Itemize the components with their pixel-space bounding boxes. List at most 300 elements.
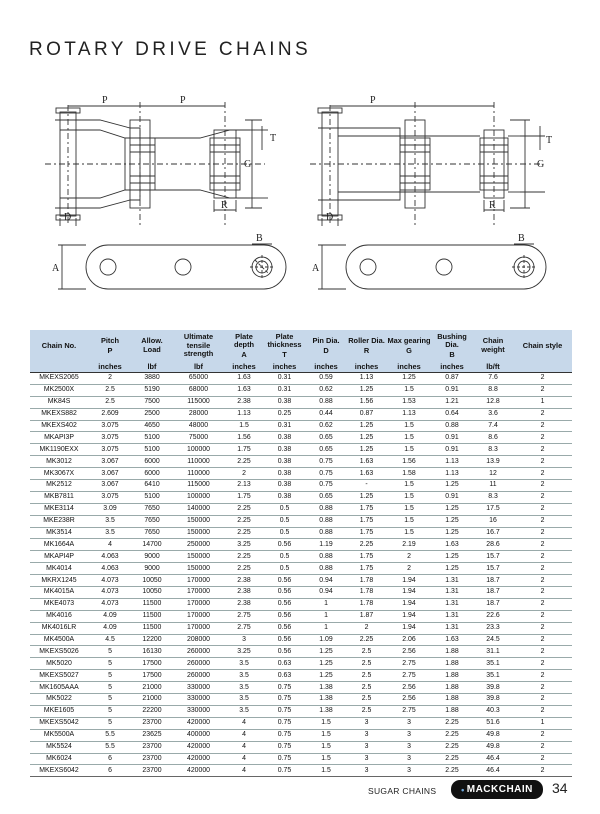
table-cell: 1.56 — [225, 432, 263, 444]
table-cell: 1.63 — [225, 373, 263, 385]
column-header-ultimate-tensile-strength — [172, 330, 225, 362]
table-cell: 3 — [346, 717, 387, 729]
column-header-label: Chain style — [522, 340, 563, 350]
table-cell: 3.067 — [88, 468, 132, 480]
table-cell: 1.5 — [387, 384, 431, 396]
table-cell: 2 — [513, 610, 572, 622]
table-row — [30, 575, 572, 587]
table-cell: 1.53 — [387, 396, 431, 408]
table-cell: 2.38 — [225, 598, 263, 610]
table-cell: 1.5 — [306, 753, 346, 765]
chain-number-cell: MKEXS5027 — [30, 670, 88, 682]
table-cell: 100000 — [172, 444, 225, 456]
table-cell: 2 — [513, 753, 572, 765]
table-cell: 2500 — [132, 408, 172, 420]
table-cell: 1.38 — [306, 705, 346, 717]
table-cell: 2.38 — [225, 587, 263, 599]
table-cell: 10050 — [132, 587, 172, 599]
column-header-label: Pin Dia. — [312, 335, 340, 345]
table-row — [30, 551, 572, 563]
chain-number-cell: MK4014 — [30, 563, 88, 575]
table-cell: 7650 — [132, 527, 172, 539]
chain-number-cell: MK4016 — [30, 610, 88, 622]
table-row — [30, 670, 572, 682]
table-row — [30, 515, 572, 527]
table-cell: 1.5 — [306, 765, 346, 777]
table-cell: 35.1 — [473, 658, 513, 670]
table-cell: 46.4 — [473, 765, 513, 777]
table-cell: 1.25 — [306, 670, 346, 682]
table-cell: 7.6 — [473, 373, 513, 385]
table-cell: 1.25 — [431, 527, 473, 539]
table-cell: 1.09 — [306, 634, 346, 646]
table-cell: 1.78 — [346, 598, 387, 610]
table-cell: 3880 — [132, 373, 172, 385]
table-cell: 2 — [513, 408, 572, 420]
table-cell: 3.5 — [225, 670, 263, 682]
table-cell: 12200 — [132, 634, 172, 646]
table-cell: 5 — [88, 717, 132, 729]
table-cell: 3 — [346, 765, 387, 777]
table-cell: 1.5 — [306, 717, 346, 729]
table-cell: 5100 — [132, 432, 172, 444]
table-cell: 1.25 — [346, 491, 387, 503]
table-cell: 2.38 — [225, 396, 263, 408]
left-a-label: A — [52, 263, 60, 274]
table-cell: 1.5 — [306, 729, 346, 741]
chain-number-cell: MK4015A — [30, 587, 88, 599]
table-cell: 11500 — [132, 622, 172, 634]
table-cell: 2.5 — [346, 694, 387, 706]
chain-number-cell: MKEXS5042 — [30, 717, 88, 729]
table-cell: 208000 — [172, 634, 225, 646]
table-cell: 1.5 — [387, 527, 431, 539]
chain-specification-table — [30, 330, 572, 777]
table-cell: 11500 — [132, 610, 172, 622]
table-cell: 5 — [88, 646, 132, 658]
table-row — [30, 598, 572, 610]
chain-number-cell: MKRX1245 — [30, 575, 88, 587]
table-cell: 0.5 — [263, 563, 306, 575]
table-cell: 23700 — [132, 717, 172, 729]
table-cell: 1.13 — [431, 456, 473, 468]
table-cell: 4.073 — [88, 587, 132, 599]
table-cell: 8.6 — [473, 432, 513, 444]
table-cell: 0.75 — [306, 456, 346, 468]
table-cell: 2.75 — [225, 610, 263, 622]
table-row — [30, 396, 572, 408]
table-row — [30, 468, 572, 480]
table-cell: 12 — [473, 468, 513, 480]
table-cell: 0.94 — [306, 587, 346, 599]
table-cell: 2 — [513, 575, 572, 587]
table-row — [30, 610, 572, 622]
table-cell: 1.75 — [346, 515, 387, 527]
table-cell: 420000 — [172, 741, 225, 753]
table-cell: 1.75 — [346, 503, 387, 515]
chain-number-cell: MK5020 — [30, 658, 88, 670]
table-cell: 0.5 — [263, 551, 306, 563]
table-cell: 9000 — [132, 551, 172, 563]
chain-number-cell: MKEXS2065 — [30, 373, 88, 385]
table-cell: 150000 — [172, 515, 225, 527]
table-row — [30, 682, 572, 694]
table-cell: 9000 — [132, 563, 172, 575]
table-cell: 5 — [88, 670, 132, 682]
table-cell: 4.063 — [88, 551, 132, 563]
table-cell: 3.5 — [225, 694, 263, 706]
column-header-symbol: A — [241, 349, 247, 359]
table-cell: 0.65 — [306, 491, 346, 503]
table-cell: 6000 — [132, 456, 172, 468]
table-cell: 2 — [513, 491, 572, 503]
table-cell: 5190 — [132, 384, 172, 396]
table-cell: 1.75 — [346, 563, 387, 575]
table-cell: 7650 — [132, 503, 172, 515]
table-cell: 0.88 — [431, 420, 473, 432]
table-cell: 3 — [387, 717, 431, 729]
column-header-label: Bushing Dia. — [437, 331, 467, 350]
table-cell: 1.38 — [306, 682, 346, 694]
table-cell: 23700 — [132, 741, 172, 753]
table-cell: 2.5 — [88, 396, 132, 408]
table-cell: 2 — [513, 646, 572, 658]
table-cell: 39.8 — [473, 682, 513, 694]
table-cell: 420000 — [172, 753, 225, 765]
table-cell: 2.13 — [225, 480, 263, 492]
table-cell: 0.62 — [306, 384, 346, 396]
table-cell: 150000 — [172, 551, 225, 563]
table-cell: 2 — [513, 444, 572, 456]
table-cell: - — [346, 480, 387, 492]
table-cell: 170000 — [172, 598, 225, 610]
table-cell: 2.5 — [346, 646, 387, 658]
chain-number-cell: MKB7811 — [30, 491, 88, 503]
table-cell: 250000 — [172, 539, 225, 551]
table-row — [30, 527, 572, 539]
table-cell: 1.13 — [225, 408, 263, 420]
table-cell: 150000 — [172, 563, 225, 575]
table-cell: 2.5 — [88, 384, 132, 396]
table-cell: 2 — [225, 468, 263, 480]
table-cell: 3.075 — [88, 420, 132, 432]
table-cell: 0.65 — [306, 432, 346, 444]
specification-table-wrap — [30, 330, 572, 777]
table-row — [30, 765, 572, 777]
table-cell: 21000 — [132, 694, 172, 706]
table-cell: 1.25 — [431, 503, 473, 515]
table-cell: 3 — [387, 729, 431, 741]
table-cell: 0.75 — [263, 741, 306, 753]
table-row — [30, 717, 572, 729]
table-cell: 12.8 — [473, 396, 513, 408]
table-cell: 3 — [225, 634, 263, 646]
table-cell: 16 — [473, 515, 513, 527]
table-cell: 2.75 — [387, 705, 431, 717]
table-cell: 5100 — [132, 491, 172, 503]
table-cell: 0.56 — [263, 539, 306, 551]
chain-number-cell: MK5500A — [30, 729, 88, 741]
table-cell: 170000 — [172, 610, 225, 622]
table-cell: 0.56 — [263, 575, 306, 587]
chain-number-cell: MKEXS5026 — [30, 646, 88, 658]
table-cell: 0.38 — [263, 468, 306, 480]
table-cell: 11500 — [132, 598, 172, 610]
table-cell: 6410 — [132, 480, 172, 492]
column-unit: inches — [225, 362, 263, 373]
table-cell: 110000 — [172, 456, 225, 468]
table-cell: 0.38 — [263, 491, 306, 503]
table-cell: 115000 — [172, 480, 225, 492]
table-cell: 1.13 — [431, 468, 473, 480]
table-cell: 1 — [513, 717, 572, 729]
column-header-plate-depth — [225, 330, 263, 362]
table-cell: 1.5 — [387, 432, 431, 444]
table-cell: 1.19 — [306, 539, 346, 551]
table-cell: 0.75 — [263, 729, 306, 741]
table-cell: 7.4 — [473, 420, 513, 432]
table-cell: 0.63 — [263, 658, 306, 670]
table-cell: 2.25 — [225, 456, 263, 468]
table-cell: 1.25 — [306, 646, 346, 658]
chain-number-cell: MK2512 — [30, 480, 88, 492]
column-header-max-gearing — [387, 330, 431, 362]
right-b-label: B — [518, 233, 525, 244]
table-cell: 40.3 — [473, 705, 513, 717]
table-cell: 3.5 — [88, 515, 132, 527]
table-cell: 2 — [88, 373, 132, 385]
table-row — [30, 658, 572, 670]
table-cell: 170000 — [172, 587, 225, 599]
left-b-label: B — [256, 233, 263, 244]
table-row — [30, 694, 572, 706]
column-header-symbol: T — [282, 349, 287, 359]
table-cell: 0.91 — [431, 491, 473, 503]
table-cell: 4 — [88, 539, 132, 551]
table-cell: 17500 — [132, 658, 172, 670]
table-cell: 3.5 — [225, 658, 263, 670]
table-cell: 4650 — [132, 420, 172, 432]
table-row — [30, 444, 572, 456]
table-cell: 2 — [513, 420, 572, 432]
table-cell: 4 — [225, 753, 263, 765]
table-row — [30, 480, 572, 492]
table-row — [30, 456, 572, 468]
table-cell: 11 — [473, 480, 513, 492]
table-cell: 1.75 — [346, 527, 387, 539]
table-cell: 1.21 — [431, 396, 473, 408]
table-cell: 1.75 — [346, 551, 387, 563]
left-g-label: G — [244, 159, 252, 170]
table-cell: 2 — [513, 670, 572, 682]
table-cell: 2.19 — [387, 539, 431, 551]
chain-number-cell: MKAPI3P — [30, 432, 88, 444]
table-cell: 2 — [513, 729, 572, 741]
table-cell: 0.38 — [263, 456, 306, 468]
table-cell: 7500 — [132, 396, 172, 408]
table-cell: 15.7 — [473, 551, 513, 563]
table-cell: 2.56 — [387, 646, 431, 658]
table-cell: 0.38 — [263, 432, 306, 444]
table-cell: 31.1 — [473, 646, 513, 658]
left-r-label: R — [221, 200, 228, 211]
table-cell: 46.4 — [473, 753, 513, 765]
column-header-symbol: D — [323, 345, 329, 355]
table-cell: 3.5 — [225, 705, 263, 717]
table-cell: 1.13 — [346, 373, 387, 385]
table-cell: 3 — [387, 753, 431, 765]
table-cell: 1.25 — [346, 384, 387, 396]
table-cell: 23.3 — [473, 622, 513, 634]
table-cell: 28.6 — [473, 539, 513, 551]
table-cell: 4.09 — [88, 610, 132, 622]
table-cell: 1.63 — [346, 468, 387, 480]
table-cell: 1.63 — [346, 456, 387, 468]
table-cell: 28000 — [172, 408, 225, 420]
column-header-label: Ultimate tensile strength — [183, 332, 214, 359]
table-cell: 1.94 — [387, 587, 431, 599]
table-cell: 2.25 — [225, 503, 263, 515]
table-cell: 2.75 — [387, 658, 431, 670]
table-cell: 3.075 — [88, 432, 132, 444]
table-cell: 3.075 — [88, 444, 132, 456]
column-header-symbol: B — [449, 349, 455, 359]
table-cell: 3.067 — [88, 480, 132, 492]
table-cell: 65000 — [172, 373, 225, 385]
table-cell: 0.25 — [263, 408, 306, 420]
table-cell: 1.5 — [387, 444, 431, 456]
table-cell: 0.56 — [263, 646, 306, 658]
table-cell: 39.8 — [473, 694, 513, 706]
table-cell: 3.25 — [225, 539, 263, 551]
table-cell: 0.63 — [263, 670, 306, 682]
table-cell: 22.6 — [473, 610, 513, 622]
table-cell: 1.78 — [346, 587, 387, 599]
chain-number-cell: MK1664A — [30, 539, 88, 551]
header-row — [30, 330, 572, 362]
table-cell: 4 — [225, 741, 263, 753]
table-cell: 6 — [88, 765, 132, 777]
table-row — [30, 373, 572, 385]
table-cell: 16130 — [132, 646, 172, 658]
table-cell: 1.88 — [431, 694, 473, 706]
table-cell: 0.88 — [306, 551, 346, 563]
table-cell: 2.38 — [225, 575, 263, 587]
column-unit: inches — [263, 362, 306, 373]
table-cell: 0.59 — [306, 373, 346, 385]
chain-number-cell: MK5524 — [30, 741, 88, 753]
table-cell: 6 — [88, 753, 132, 765]
table-cell: 0.44 — [306, 408, 346, 420]
table-cell: 8.3 — [473, 491, 513, 503]
table-row — [30, 705, 572, 717]
column-header-plate-thickness — [263, 330, 306, 362]
table-cell: 330000 — [172, 682, 225, 694]
table-cell: 0.5 — [263, 515, 306, 527]
table-row — [30, 622, 572, 634]
table-cell: 2 — [513, 563, 572, 575]
table-cell: 2.75 — [387, 670, 431, 682]
table-cell: 170000 — [172, 622, 225, 634]
table-cell: 0.91 — [431, 444, 473, 456]
table-cell: 1.13 — [387, 408, 431, 420]
table-cell: 2.56 — [387, 682, 431, 694]
column-unit: lbf — [172, 362, 225, 373]
chain-number-cell: MK1605AAA — [30, 682, 88, 694]
chain-number-cell: MKE3114 — [30, 503, 88, 515]
table-cell: 24.5 — [473, 634, 513, 646]
table-cell: 2 — [513, 527, 572, 539]
table-cell: 0.62 — [306, 420, 346, 432]
table-body — [30, 373, 572, 777]
column-header-label: Roller Dia. — [348, 335, 385, 345]
table-cell: 330000 — [172, 694, 225, 706]
column-header-chain-weight — [473, 330, 513, 362]
chain-number-cell: MK84S — [30, 396, 88, 408]
logo-dot-icon: • — [461, 784, 465, 795]
table-cell: 0.91 — [431, 384, 473, 396]
table-cell: 2 — [513, 741, 572, 753]
chain-number-cell: MKE238R — [30, 515, 88, 527]
table-cell: 2 — [346, 622, 387, 634]
right-p-label: P — [370, 95, 376, 106]
table-cell: 0.88 — [306, 396, 346, 408]
table-cell: 1.5 — [306, 741, 346, 753]
table-cell: 0.75 — [263, 717, 306, 729]
table-row — [30, 563, 572, 575]
table-cell: 1.78 — [346, 575, 387, 587]
logo-text: MACKCHAIN — [466, 784, 533, 795]
table-cell: 1.63 — [431, 634, 473, 646]
page-number: 34 — [552, 780, 568, 796]
table-cell: 7650 — [132, 515, 172, 527]
column-unit: lb/ft — [473, 362, 513, 373]
table-cell: 5 — [88, 682, 132, 694]
table-cell: 0.91 — [431, 432, 473, 444]
table-cell: 2.5 — [346, 705, 387, 717]
table-cell: 2 — [513, 456, 572, 468]
table-cell: 1.38 — [306, 694, 346, 706]
column-header-label: Max gearing — [387, 335, 431, 345]
table-cell: 2.25 — [346, 539, 387, 551]
table-cell: 0.56 — [263, 634, 306, 646]
table-cell: 0.88 — [306, 515, 346, 527]
table-cell: 48000 — [172, 420, 225, 432]
table-cell: 16.7 — [473, 527, 513, 539]
table-cell: 2 — [513, 705, 572, 717]
table-cell: 1.63 — [225, 384, 263, 396]
column-unit: inches — [346, 362, 387, 373]
table-cell: 1.31 — [431, 622, 473, 634]
table-cell: 1.25 — [431, 563, 473, 575]
table-cell: 3.075 — [88, 491, 132, 503]
column-header-chain-no — [30, 330, 88, 362]
table-cell: 6000 — [132, 468, 172, 480]
table-cell: 260000 — [172, 658, 225, 670]
table-row — [30, 729, 572, 741]
right-t-label: T — [546, 135, 553, 146]
table-cell: 35.1 — [473, 670, 513, 682]
header-unit-row — [30, 362, 572, 373]
left-chain-side-view — [58, 244, 286, 289]
table-cell: 23700 — [132, 753, 172, 765]
column-header-label: Pitch — [100, 335, 120, 345]
table-cell: 1.94 — [387, 610, 431, 622]
column-header-chain-style — [513, 330, 572, 362]
column-unit: inches — [431, 362, 473, 373]
table-cell: 1.94 — [387, 598, 431, 610]
right-d-label: D — [326, 212, 334, 223]
